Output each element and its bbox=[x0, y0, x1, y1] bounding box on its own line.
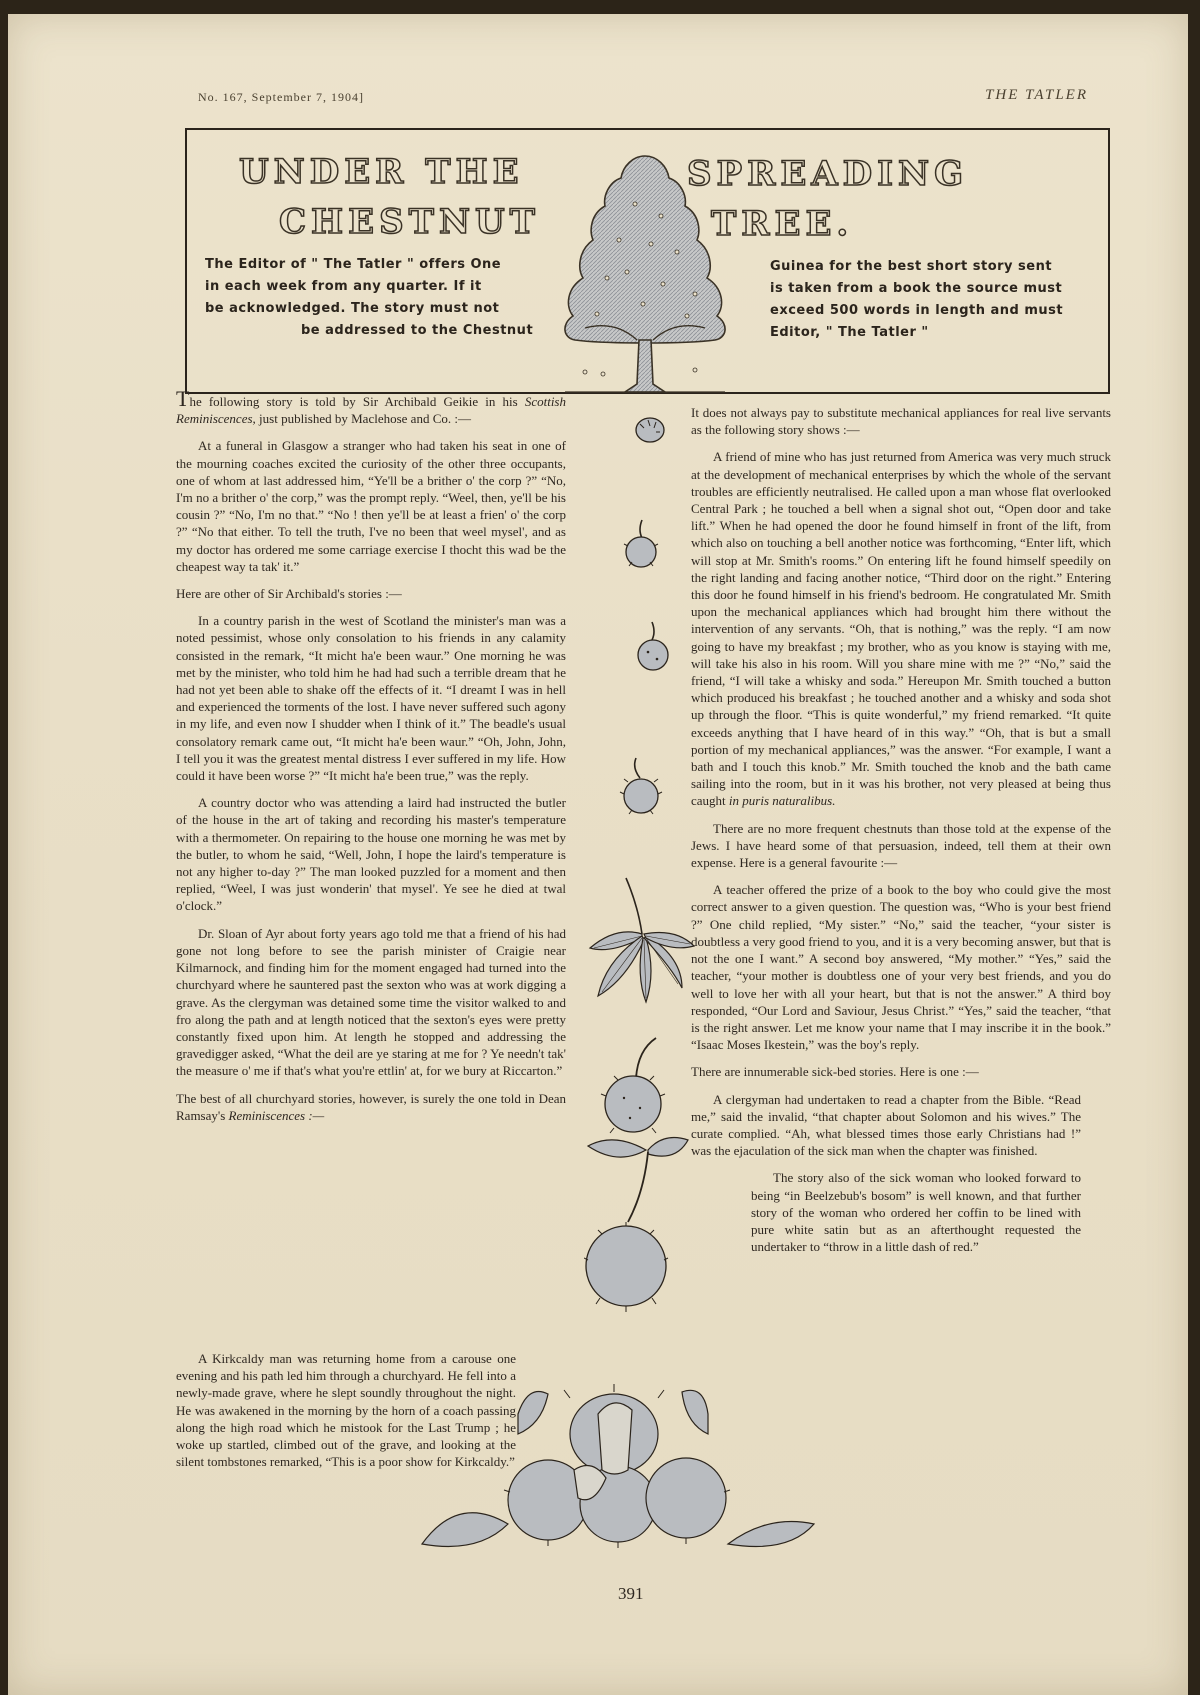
chestnut-icon bbox=[630, 412, 670, 448]
sickbed-intro: There are innumerable sick-bed stories. Here is one :— bbox=[691, 1064, 979, 1080]
story-sexton: Dr. Sloan of Ayr about forty years ago told me that a friend of his had gone not long before to see the parish minister of Craigie near Kilmarnock, and finding him for the moment engaged had turned into the churchyard where he sauntered past the sexton who was at work digging a grave. As the clergyman was detained some time the visitor walked to and fro along the path and at length noticed that the sexton's eyes were pretty constantly fixed upon him. At length he stopped and addressing the gravedigger asked, “What the deil are ye staring at me for ? Ye needn't tak' the measure o' me if that's what you're ettlin' at, for we bury at Riccarton.” bbox=[176, 925, 566, 1079]
story-doctor: A country doctor who was attending a laird had instructed the butler of the house in the art of taking and recording his master's temperature with a thermometer. On repairing to the house one morning he was met by the butler, to whom he said, “Well, John, I hope the laird's temperature is not any higher to-day ?” The man looked puzzled for a moment and then replied, “Weel, I was just wonderin' that mysel'. Ye see he died at twal o'clock.” bbox=[176, 795, 566, 914]
story-beelzebub: The story also of the sick woman who looked forward to being “in Beelzebub's bosom” is well known, and that further story of the woman who ordered her coffin to be lined with pure white satin but as an afterthought requested the undertaker to “throw in a little dash of red.” bbox=[751, 1170, 1081, 1255]
story-teacher: A teacher offered the prize of a book to the boy who could give the most correct answer to a given question. The question was, “Who is your best friend ?” One child replied, “My sister.” “No,” said the teacher, “your sister is doubtless a very good friend to you, and it is a very becoming answer, but that is not the one I want.” A second boy answered, “My mother.” “Yes,” said the teacher, “your mother is doubtless one of your very best friends, and you do well to love her with all your heart, but that is not the answer.” A third boy responded, “Our Lord and Saviour, Jesus Christ.” “Yes,” said the teacher, “that is the right answer. Let me know your name that I may inscribe it in the book.” “Isaac Moses Ikestein,” was the boy's reply. bbox=[691, 882, 1111, 1053]
chestnut-icon bbox=[632, 618, 674, 674]
right-column bbox=[691, 404, 1111, 1265]
chestnut-tree-icon bbox=[545, 144, 745, 394]
jews-intro: There are no more frequent chestnuts than those told at the expense of the Jews. I have heard some of that persuasion, indeed, tell them at their own expense. Here is a general favourite :— bbox=[691, 820, 1111, 871]
chestnut-icon bbox=[618, 754, 664, 816]
banner-title-chestnut: CHESTNUT bbox=[279, 202, 540, 242]
story-funeral: At a funeral in Glasgow a stranger who had taken his seat in one of the mourning coaches excited the curiosity of the other three occupants, one of whom at last addressed him, “Ye'll be a brither o' the corp ?” “No, I'm no a brither o' the corp,” was the prompt reply. “Weel, then, ye'll be his cousin ?” “No, I'm no that.” “No ! then ye'll be at least a frien' o' the corp ?” “No that either. To tell the truth, I've no been that weel mysel', and as my doctor has ordered me some carriage exercise I thocht this wad be the cheapest way ta tak' it.” bbox=[176, 438, 566, 574]
story-mechanical: A friend of mine who has just returned from America was very much struck at the development of mechanical enterprises by which the whole of the servant troubles are efficiently neutralised. He called upon a man whose flat overlooked Central Park ; he touched a bell when a signal shot out, “Open door and take lift.” When he had opened the door he found himself in front of the lift, from which also on touching a bell another notice was forthcoming, “Enter lift, which will stop at Mr. Smith's rooms.” On entering lift he found himself speedily on the right landing and facing another notice, “Third door on the right.” Entering this door he found himself in his friend's bedroom. He congratulated Mr. Smith upon the mechanical appliances which had brought him there without the intervention of any servants. “Oh, that is nothing,” was the reply. “I am now going to have my breakfast ; my brother, who as you know is staying with me, will take his also in his room. Will you share mine with me ?” “No,” said the friend, “I will take a whisky and soda.” Hereupon Mr. Smith touched a button which produced his breakfast ; he touched another and a whisky and soda shot up through the floor. “This is quite wonderful,” my friend remarked. “It quite exceeds anything that I have heard of in this way.” “Oh, that is but a small portion of my mechanical appliances,” was the answer. “For example, I want a bath and I touch this knob.” Mr. Smith touched the knob and the bath came sailing into the room, but in it was his brother, not very pleased at being thus caught in puris naturalibus. bbox=[691, 449, 1111, 809]
chestnut-icon bbox=[620, 516, 662, 572]
story-kirkcaldy: A Kirkcaldy man was returning home from a carouse one evening and his path led him through a churchyard. He fell into a newly-made grave, where he slept soundly throughout the night. He was awakened in the morning by the horn of a coach passing along the high road which he mistook for the Last Trump ; he woke up startled, climbed out of the grave, and looking at the silent tombstones remarked, “This is a poor show for Kirkcaldy.” bbox=[176, 1351, 516, 1470]
chestnut-cluster-icon bbox=[418, 1374, 818, 1564]
magazine-page bbox=[8, 14, 1188, 1695]
story-clergyman: A clergyman had undertaken to read a chapter from the Bible. “Read me,” said the invalid, “that chapter about Solomon and his wives.” The curate complied. “Ah, what blessed times those early Christians had !” was the ejaculation of the sick man when the chapter was finished. bbox=[691, 1091, 1081, 1159]
chestnut-leaf-icon bbox=[586, 876, 696, 1006]
intro-paragraph: The following story is told by Sir Archibald Geikie in his Scottish Reminiscences, just published by Maclehose and Co. :— bbox=[176, 386, 566, 427]
issue-date: No. 167, September 7, 1904] bbox=[198, 90, 364, 104]
banner-title-tree: TREE. bbox=[711, 204, 854, 244]
banner-blurb-right: Guinea for the best short story sent is taken from a book the source must exceed 500 words in length and must Editor, " The Tatler " bbox=[770, 259, 1064, 340]
left-column bbox=[176, 386, 566, 1134]
chestnut-cluster-icon bbox=[584, 1132, 694, 1322]
other-stories-heading: Here are other of Sir Archibald's stories :— bbox=[176, 586, 402, 602]
chestnut-icon bbox=[598, 1036, 668, 1136]
banner-title-under-the: UNDER THE bbox=[239, 152, 524, 192]
mechanical-intro: It does not always pay to substitute mechanical appliances for real live servants as the following story shows :— bbox=[691, 405, 1111, 438]
competition-banner bbox=[185, 128, 1110, 394]
banner-blurb-left: The Editor of " The Tatler " offers One in each week from any quarter. If it be acknowledged. The story must not be addressed to the Chestnut bbox=[205, 257, 534, 338]
churchyard-intro: The best of all churchyard stories, however, is surely the one told in Dean Ramsay's Reminiscences :— bbox=[176, 1090, 566, 1123]
magazine-name: THE TATLER bbox=[985, 87, 1088, 103]
page-number: 391 bbox=[618, 1584, 644, 1603]
story-pessimist: In a country parish in the west of Scotland the minister's man was a noted pessimist, whose only consolation to his friends in any calamity consisted in the remark, “It micht ha'e been waur.” One morning he was met by the minister, who told him he had had such a terrible dream that he had not yet been able to shake off the effects of it. “I dreamt I was in hell and experienced the torments of the lost. I have never suffered such agony in my life, and even now I shudder when I think of it.” The beadle's usual consolatory remark came out, “It micht ha'e been waur.” “Oh, John, John, I tell you it was the greatest mental distress I ever suffered in my life. How could it have been worse ?” “It micht ha'e been true,” was the reply. bbox=[176, 613, 566, 784]
banner-title-spreading: SPREADING bbox=[687, 154, 969, 194]
